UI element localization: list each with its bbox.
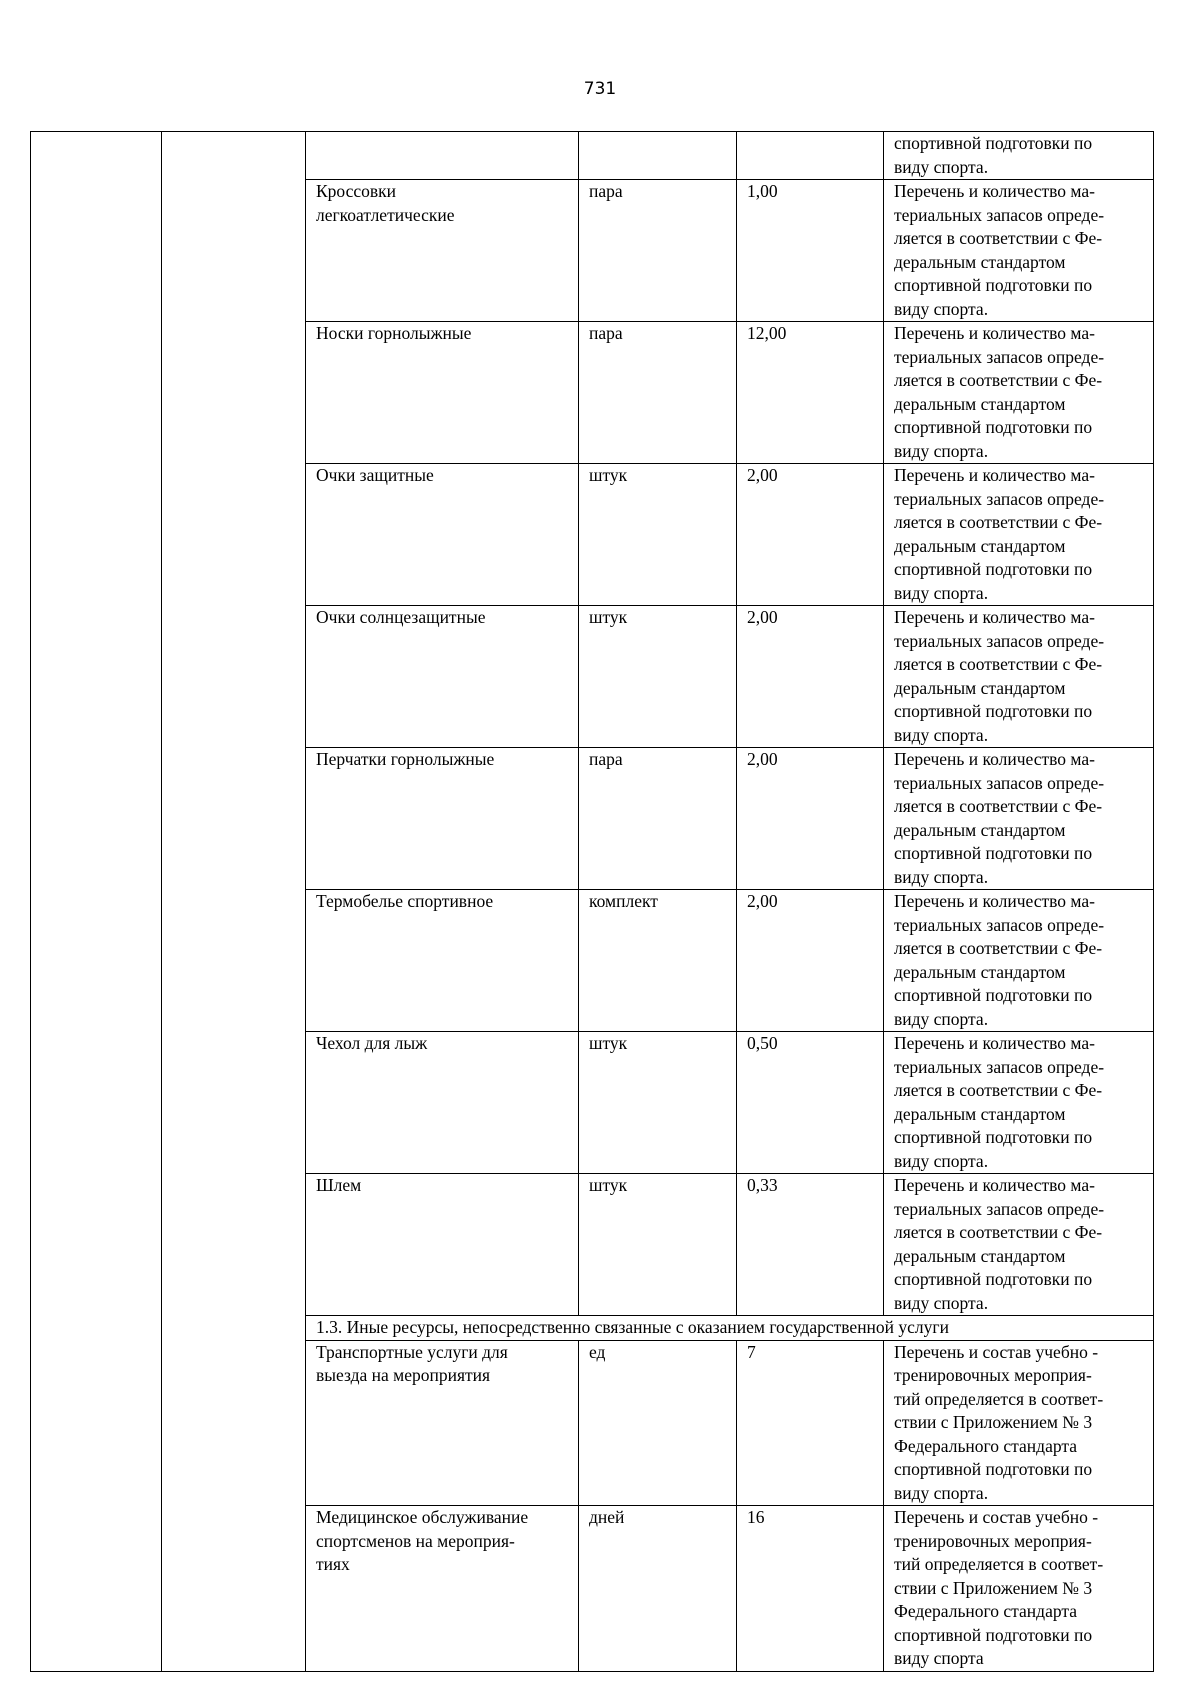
note-cell <box>884 1340 1154 1506</box>
note-line: тий определяется в соответ- <box>894 1554 1104 1574</box>
note-line: виду спорта. <box>894 866 989 887</box>
note-line: Перечень и состав учебно - <box>894 1507 1099 1527</box>
note-line: ляется в соответствии с Фе- <box>894 512 1103 532</box>
note-line: Перечень и количество ма- <box>894 181 1095 201</box>
item-name-cell <box>306 748 579 890</box>
item-name-cell <box>306 322 579 464</box>
item-name-line: легкоатлетические <box>316 204 455 225</box>
note-line: деральным стандартом <box>894 819 1066 840</box>
item-name-cell <box>306 1506 579 1672</box>
note-line: тренировочных мероприя- <box>894 1365 1092 1385</box>
note-line: спортивной подготовки по <box>894 1624 1093 1645</box>
note-line: спортивной подготовки по <box>894 1127 1093 1147</box>
note-line: спортивной подготовки по <box>894 1269 1093 1289</box>
note-line: виду спорта. <box>894 298 989 319</box>
quantity-cell: 16 <box>737 1506 884 1672</box>
item-name-line: Шлем <box>316 1175 362 1195</box>
note-cell <box>884 322 1154 464</box>
unit-cell: штук <box>579 1032 737 1174</box>
item-name-cell <box>306 606 579 748</box>
note-line: ляется в соответствии с Фе- <box>894 370 1103 390</box>
note-line: спортивной подготовки по <box>894 275 1093 295</box>
item-name-line: тиях <box>316 1554 350 1574</box>
unit-cell: пара <box>579 180 737 322</box>
note-line: виду спорта. <box>894 156 989 177</box>
note-line: териальных запасов опреде- <box>894 1198 1105 1219</box>
quantity-cell: 2,00 <box>737 748 884 890</box>
note-line: деральным стандартом <box>894 251 1066 272</box>
item-name-line: Очки защитные <box>316 465 434 485</box>
note-line: ляется в соответствии с Фе- <box>894 1222 1103 1242</box>
quantity-cell: 7 <box>737 1340 884 1506</box>
note-line: деральным стандартом <box>894 677 1066 698</box>
item-name-line: Кроссовки <box>316 181 397 201</box>
unit-cell <box>579 132 737 180</box>
unit-cell: пара <box>579 322 737 464</box>
continuation-row <box>31 132 1154 180</box>
item-name-line: выезда на мероприятия <box>316 1365 491 1385</box>
note-line: виду спорта. <box>894 724 989 745</box>
note-cell <box>884 748 1154 890</box>
note-cell <box>884 132 1154 180</box>
note-line: ляется в соответствии с Фе- <box>894 228 1103 248</box>
note-line: виду спорта. <box>894 582 989 603</box>
note-line: ствии с Приложением № 3 <box>894 1577 1093 1598</box>
note-line: ляется в соответствии с Фе- <box>894 938 1103 958</box>
note-line: деральным стандартом <box>894 1103 1066 1124</box>
note-line: ляется в соответствии с Фе- <box>894 1080 1103 1100</box>
unit-cell: штук <box>579 1174 737 1316</box>
quantity-cell: 1,00 <box>737 180 884 322</box>
note-line: Перечень и количество ма- <box>894 749 1095 769</box>
item-name-line: Медицинское обслуживание <box>316 1507 529 1527</box>
unit-cell: штук <box>579 464 737 606</box>
note-line: Перечень и состав учебно - <box>894 1341 1099 1362</box>
note-line: териальных запасов опреде- <box>894 772 1105 793</box>
item-name-line: Очки солнцезащитные <box>316 607 486 627</box>
unit-cell: дней <box>579 1506 737 1672</box>
note-line: деральным стандартом <box>894 961 1066 982</box>
note-cell <box>884 180 1154 322</box>
quantity-cell: 0,33 <box>737 1174 884 1316</box>
note-line: териальных запасов опреде- <box>894 204 1105 225</box>
unit-cell: комплект <box>579 890 737 1032</box>
item-name-line: Транспортные услуги для <box>316 1341 508 1362</box>
item-name-line: Носки горнолыжные <box>316 323 472 343</box>
item-name-cell <box>306 1340 579 1506</box>
note-cell <box>884 1506 1154 1672</box>
note-line: Перечень и количество ма- <box>894 607 1095 627</box>
note-line: спортивной подготовки по <box>894 1459 1093 1479</box>
note-line: Перечень и количество ма- <box>894 323 1095 343</box>
note-line: териальных запасов опреде- <box>894 914 1105 935</box>
item-name-cell <box>306 1032 579 1174</box>
unit-cell: пара <box>579 748 737 890</box>
note-cell <box>884 1174 1154 1316</box>
note-line: Перечень и количество ма- <box>894 1175 1095 1195</box>
note-cell <box>884 890 1154 1032</box>
note-cell <box>884 464 1154 606</box>
note-line: ляется в соответствии с Фе- <box>894 796 1103 816</box>
note-line: виду спорта. <box>894 1008 989 1029</box>
unit-cell: ед <box>579 1340 737 1506</box>
note-line: тий определяется в соответ- <box>894 1388 1104 1409</box>
page-number: 731 <box>583 79 617 99</box>
quantity-cell: 12,00 <box>737 322 884 464</box>
note-line: спортивной подготовки по <box>894 133 1093 153</box>
left-column-1 <box>31 132 162 1672</box>
quantity-cell: 2,00 <box>737 606 884 748</box>
note-line: виду спорта. <box>894 440 989 461</box>
item-name-cell <box>306 132 579 180</box>
note-line: тренировочных мероприя- <box>894 1530 1092 1551</box>
note-line: спортивной подготовки по <box>894 701 1093 721</box>
item-name-cell <box>306 890 579 1032</box>
item-name-cell <box>306 464 579 606</box>
unit-cell: штук <box>579 606 737 748</box>
resources-table <box>30 131 1154 1672</box>
left-column-2 <box>162 132 306 1672</box>
note-cell <box>884 1032 1154 1174</box>
section-heading: 1.3. Иные ресурсы, непосредственно связанные с оказанием государственной услуги <box>306 1316 1154 1341</box>
item-name-line: Термобелье спортивное <box>316 891 494 911</box>
quantity-cell: 2,00 <box>737 464 884 606</box>
note-line: деральным стандартом <box>894 393 1066 414</box>
note-line: ствии с Приложением № 3 <box>894 1412 1093 1432</box>
note-line: териальных запасов опреде- <box>894 1056 1105 1077</box>
note-line: спортивной подготовки по <box>894 559 1093 579</box>
note-line: виду спорта. <box>894 1292 989 1313</box>
item-name-line: спортсменов на мероприя- <box>316 1530 515 1551</box>
note-line: виду спорта. <box>894 1150 989 1171</box>
quantity-cell: 2,00 <box>737 890 884 1032</box>
note-line: спортивной подготовки по <box>894 417 1093 437</box>
note-line: виду спорта <box>894 1648 984 1668</box>
note-cell <box>884 606 1154 748</box>
note-line: ляется в соответствии с Фе- <box>894 654 1103 674</box>
quantity-cell <box>737 132 884 180</box>
note-line: спортивной подготовки по <box>894 843 1093 863</box>
note-line: Перечень и количество ма- <box>894 465 1095 485</box>
note-line: Федерального стандарта <box>894 1435 1077 1456</box>
note-line: териальных запасов опреде- <box>894 346 1105 367</box>
note-line: Федерального стандарта <box>894 1601 1077 1621</box>
note-line: деральным стандартом <box>894 535 1066 556</box>
note-line: териальных запасов опреде- <box>894 488 1105 509</box>
note-line: деральным стандартом <box>894 1245 1066 1266</box>
note-line: спортивной подготовки по <box>894 985 1093 1005</box>
item-name-line: Перчатки горнолыжные <box>316 749 495 769</box>
note-line: Перечень и количество ма- <box>894 1033 1095 1053</box>
note-line: Перечень и количество ма- <box>894 891 1095 911</box>
note-line: виду спорта. <box>894 1482 989 1503</box>
note-line: териальных запасов опреде- <box>894 630 1105 651</box>
item-name-cell <box>306 180 579 322</box>
quantity-cell: 0,50 <box>737 1032 884 1174</box>
item-name-cell <box>306 1174 579 1316</box>
item-name-line: Чехол для лыж <box>316 1033 428 1053</box>
